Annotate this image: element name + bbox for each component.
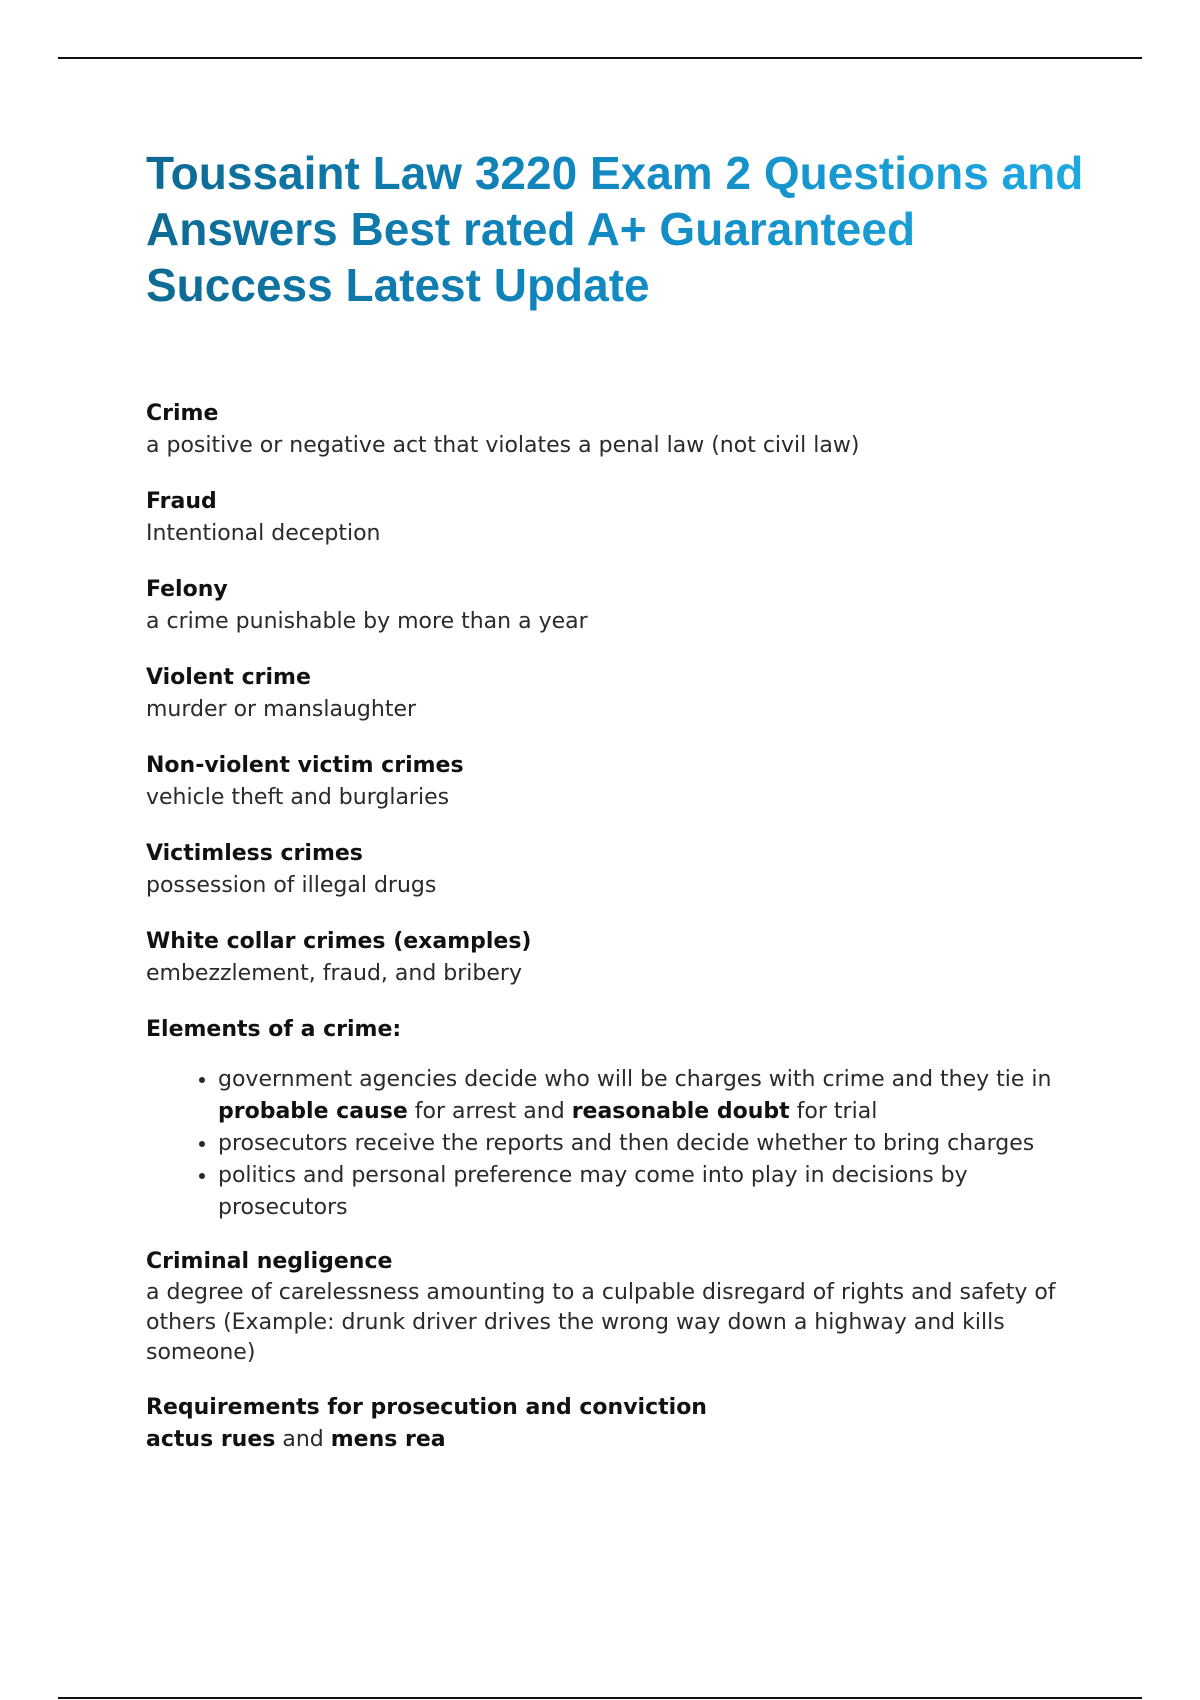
entry-violent-crime — [146, 662, 1096, 726]
bold-term-mens-rea: mens rea — [330, 1427, 446, 1452]
bullet-text: government agencies decide who will be charges with crime and they tie in — [218, 1067, 1052, 1092]
entry-definition: a positive or negative act that violates a penal law (not civil law) — [146, 433, 860, 458]
entry-term: Non-violent victim crimes — [146, 753, 464, 778]
flashcard-list — [146, 398, 1096, 1456]
bold-term-actus-rues: actus rues — [146, 1427, 276, 1452]
entry-term: White collar crimes (examples) — [146, 929, 532, 954]
bottom-rule — [58, 1697, 1142, 1699]
entry-term: Elements of a crime: — [146, 1017, 402, 1042]
entry-definition: a crime punishable by more than a year — [146, 609, 588, 634]
entry-term: Felony — [146, 577, 228, 602]
entry-definition: embezzlement, fraud, and bribery — [146, 961, 522, 986]
bullet-item — [218, 1064, 1096, 1128]
entry-term: Crime — [146, 401, 219, 426]
entry-elements-of-a-crime — [146, 1014, 1096, 1224]
bullet-text: for trial — [789, 1099, 878, 1124]
entry-non-violent-victim-crimes — [146, 750, 1096, 814]
entry-criminal-negligence — [146, 1246, 1096, 1368]
bullet-list — [146, 1064, 1096, 1224]
entry-definition: murder or manslaughter — [146, 697, 417, 722]
entry-term: Violent crime — [146, 665, 311, 690]
bold-term-probable-cause: probable cause — [218, 1099, 408, 1124]
entry-fraud — [146, 486, 1096, 550]
entry-white-collar-crimes — [146, 926, 1096, 990]
entry-term: Fraud — [146, 489, 217, 514]
entry-term: Requirements for prosecution and conviction — [146, 1395, 707, 1420]
entry-requirements — [146, 1392, 1096, 1456]
entry-term: Criminal negligence — [146, 1249, 393, 1274]
entry-definition: Intentional deception — [146, 521, 381, 546]
entry-definition: vehicle theft and burglaries — [146, 785, 450, 810]
entry-victimless-crimes — [146, 838, 1096, 902]
document-title: Toussaint Law 3220 Exam 2 Questions and Answers Best rated A+ Guaranteed Success Latest Update — [146, 145, 1096, 313]
bullet-item: • prosecutors receive the reports and then decide whether to bring charges — [218, 1128, 1096, 1160]
entry-definition: a degree of carelessness amounting to a culpable disregard of rights and safety of others (Example: drunk driver drives the wrong way down a highway and kills someone) — [146, 1280, 1056, 1365]
bullet-item: • politics and personal preference may come into play in decisions by prosecutors — [218, 1160, 1096, 1224]
entry-term: Victimless crimes — [146, 841, 363, 866]
entry-definition: possession of illegal drugs — [146, 873, 437, 898]
entry-definition — [146, 1424, 1096, 1456]
connector-text: and — [275, 1427, 331, 1452]
top-rule — [58, 57, 1142, 59]
document-body — [146, 145, 1096, 1480]
bullet-text: for arrest and — [407, 1099, 572, 1124]
entry-crime — [146, 398, 1096, 462]
bold-term-reasonable-doubt: reasonable doubt — [571, 1099, 790, 1124]
entry-felony — [146, 574, 1096, 638]
